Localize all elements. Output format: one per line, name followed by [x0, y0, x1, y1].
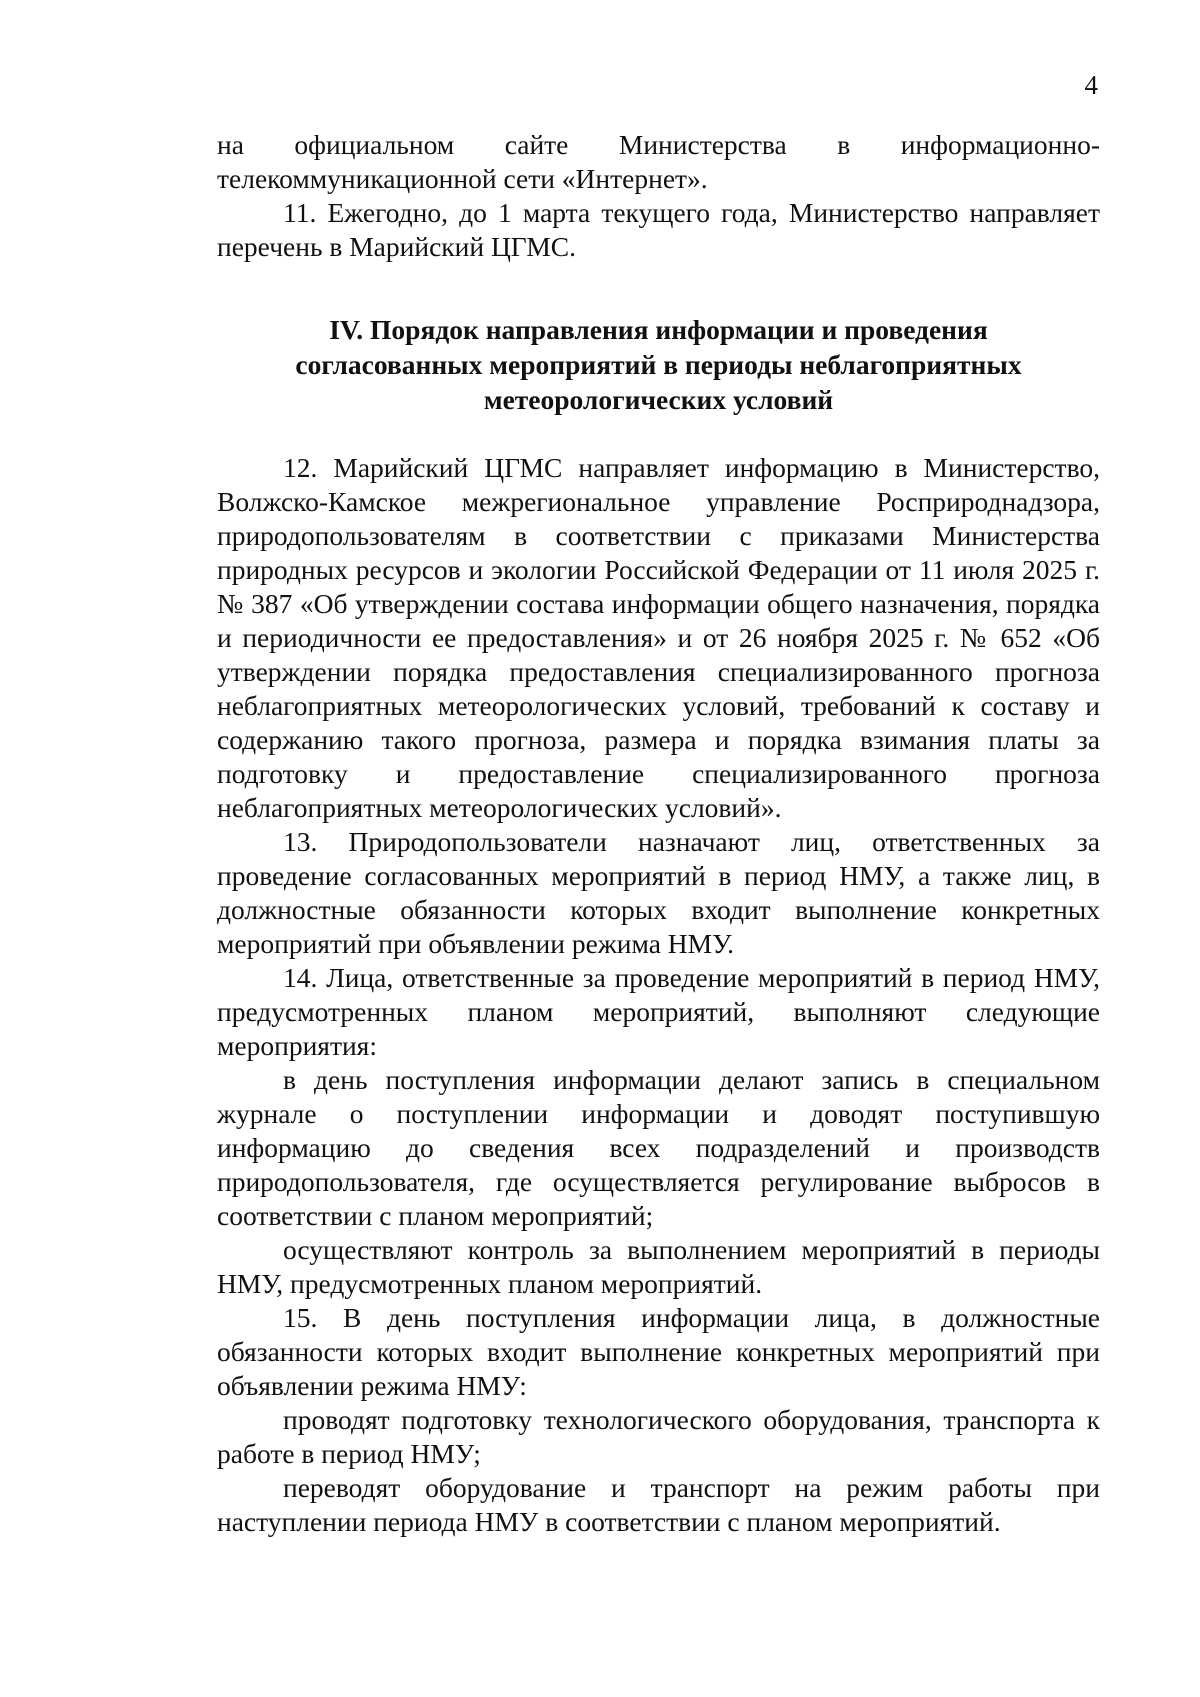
paragraph-11: 11. Ежегодно, до 1 марта текущего года, Министерство направляет перечень в Марийский ЦГМС.	[217, 197, 1100, 262]
paragraph-14-item-2: осуществляют контроль за выполнением мероприятий в периоды НМУ, предусмотренных планом мероприятий.	[217, 1234, 1100, 1299]
paragraph-15-item-1: проводят подготовку технологического оборудования, транспорта к работе в период НМУ;	[217, 1404, 1100, 1469]
paragraph-13: 13. Природопользователи назначают лиц, ответственных за проведение согласованных мероприятий в период НМУ, а также лиц, в должностные обязанности которых входит выполнение конкретных мероприятий при объявлении режима НМУ.	[217, 826, 1100, 959]
section-heading-line-2: согласованных мероприятий в периоды неблагоприятных	[295, 349, 1022, 380]
paragraph-15-item-2: переводят оборудование и транспорт на режим работы при наступлении периода НМУ в соответствии с планом мероприятий.	[217, 1472, 1100, 1537]
paragraph-12: 12. Марийский ЦГМС направляет информацию в Министерство, Волжско-Камское межрегиональное управление Росприроднадзора, природопользователям в соответствии с приказами Министерства природных ресурсов и экологии Российской Федерации от 11 июля 2025 г. № 387 «Об утверждении состава информации общего назначения, порядка и периодичности ее предоставления» и от 26 ноября 2025 г. № 652 «Об утверждении порядка предоставления специализированного прогноза неблагоприятных метеорологических условий, требований к составу и содержанию такого прогноза, размера и порядка взимания платы за подготовку и предоставление специализированного прогноза неблагоприятных метеорологических условий».	[217, 452, 1100, 823]
main-text-block	[217, 451, 1100, 1539]
paragraph-14-item-1: в день поступления информации делают запись в специальном журнале о поступлении информации и доводят поступившую информацию до сведения всех подразделений и производств природопользователя, где осуществляется регулирование выбросов в соответствии с планом мероприятий;	[217, 1064, 1100, 1231]
paragraph-continuation: на официальном сайте Министерства в информационно-телекоммуникационной сети «Интернет».	[217, 129, 1100, 194]
paragraph-14: 14. Лица, ответственные за проведение мероприятий в период НМУ, предусмотренных планом мероприятий, выполняют следующие мероприятия:	[217, 962, 1100, 1061]
section-heading-line-3: метеорологических условий	[483, 384, 834, 415]
top-text-block	[217, 128, 1100, 264]
paragraph-15: 15. В день поступления информации лица, в должностные обязанности которых входит выполнение конкретных мероприятий при объявлении режима НМУ:	[217, 1302, 1100, 1401]
section-heading-line-1: IV. Порядок направления информации и проведения	[329, 314, 988, 345]
page-number: 4	[1084, 70, 1098, 100]
section-heading	[217, 312, 1100, 417]
